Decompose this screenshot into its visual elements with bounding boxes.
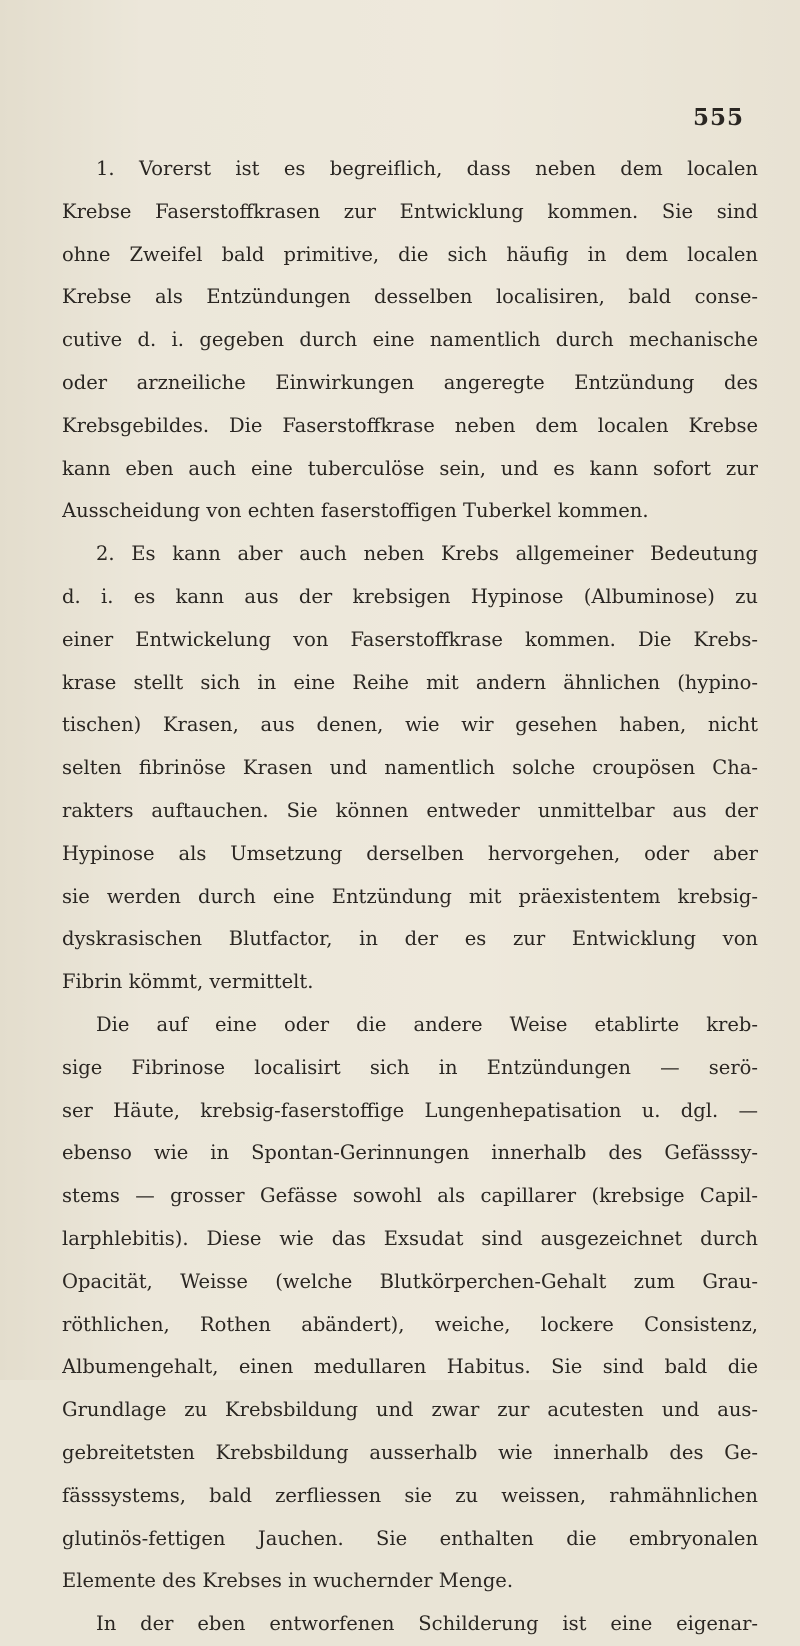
- page-number: 555: [692, 104, 744, 131]
- text-line: ohne Zweifel bald primitive, die sich häufig in dem localen: [62, 242, 758, 266]
- text-line: Grundlage zu Krebsbildung und zwar zur acutesten und aus-: [62, 1398, 758, 1422]
- text-line: cutive d. i. gegeben durch eine namentlich durch mechanische: [62, 328, 758, 352]
- text-line: larphlebitis). Diese wie das Exsudat sind ausgezeichnet durch: [62, 1226, 758, 1250]
- text-line: krase stellt sich in eine Reihe mit andern ähnlichen (hypino-: [62, 670, 758, 694]
- text-line: rakters auftauchen. Sie können entweder unmittelbar aus der: [62, 798, 758, 822]
- text-line: Elemente des Krebses in wuchernder Menge.: [62, 1569, 514, 1593]
- text-line: ser Häute, krebsig-faserstoffige Lungenhepatisation u. dgl. —: [62, 1098, 758, 1122]
- text-line: selten fibrinöse Krasen und namentlich solche croupösen Cha-: [62, 756, 758, 780]
- text-line: röthlichen, Rothen abändert), weiche, lockere Consistenz,: [62, 1312, 758, 1336]
- text-line: Fibrin kömmt, vermittelt.: [62, 970, 314, 994]
- text-line: 2. Es kann aber auch neben Krebs allgemeiner Bedeutung: [96, 542, 758, 566]
- text-line: sige Fibrinose localisirt sich in Entzündungen — serö-: [62, 1055, 758, 1079]
- text-line: dyskrasischen Blutfactor, in der es zur Entwicklung von: [62, 927, 758, 951]
- text-line: Krebse als Entzündungen desselben localisiren, bald conse-: [62, 285, 758, 309]
- text-line: einer Entwickelung von Faserstoffkrase kommen. Die Krebs-: [62, 627, 758, 651]
- text-line: d. i. es kann aus der krebsigen Hypinose (Albuminose) zu: [62, 584, 758, 608]
- text-line: ebenso wie in Spontan-Gerinnungen innerhalb des Gefässsy-: [62, 1141, 758, 1165]
- text-line: kann eben auch eine tuberculöse sein, und es kann sofort zur: [62, 456, 758, 480]
- text-line: fässsystems, bald zerfliessen sie zu weissen, rahmähnlichen: [62, 1483, 758, 1507]
- text-line: Krebse Faserstoffkrasen zur Entwicklung kommen. Sie sind: [62, 199, 758, 223]
- text-line: oder arzneiliche Einwirkungen angeregte Entzündung des: [62, 370, 758, 394]
- body-text: [62, 148, 758, 1646]
- text-line: stems — grosser Gefässe sowohl als capillarer (krebsige Capil-: [62, 1184, 758, 1208]
- text-line: gebreitetsten Krebsbildung ausserhalb wie innerhalb des Ge-: [62, 1440, 758, 1464]
- text-line: glutinös-fettigen Jauchen. Sie enthalten die embryonalen: [62, 1526, 758, 1550]
- text-line: Die auf eine oder die andere Weise etablirte kreb-: [96, 1012, 758, 1036]
- text-line: Ausscheidung von echten faserstoffigen Tuberkel kommen.: [62, 499, 649, 523]
- text-line: Albumengehalt, einen medullaren Habitus. Sie sind bald die: [62, 1355, 758, 1379]
- text-line: Hypinose als Umsetzung derselben hervorgehen, oder aber: [62, 841, 758, 865]
- text-line: In der eben entworfenen Schilderung ist eine eigenar-: [96, 1612, 758, 1636]
- text-line: sie werden durch eine Entzündung mit präexistentem krebsig-: [62, 884, 758, 908]
- text-line: 1. Vorerst ist es begreiflich, dass neben dem localen: [96, 157, 758, 180]
- text-line: Opacität, Weisse (welche Blutkörperchen-Gehalt zum Grau-: [62, 1269, 758, 1293]
- text-line: Krebsgebildes. Die Faserstoffkrase neben dem localen Krebse: [62, 413, 758, 437]
- text-line: tischen) Krasen, aus denen, wie wir gesehen haben, nicht: [62, 713, 758, 737]
